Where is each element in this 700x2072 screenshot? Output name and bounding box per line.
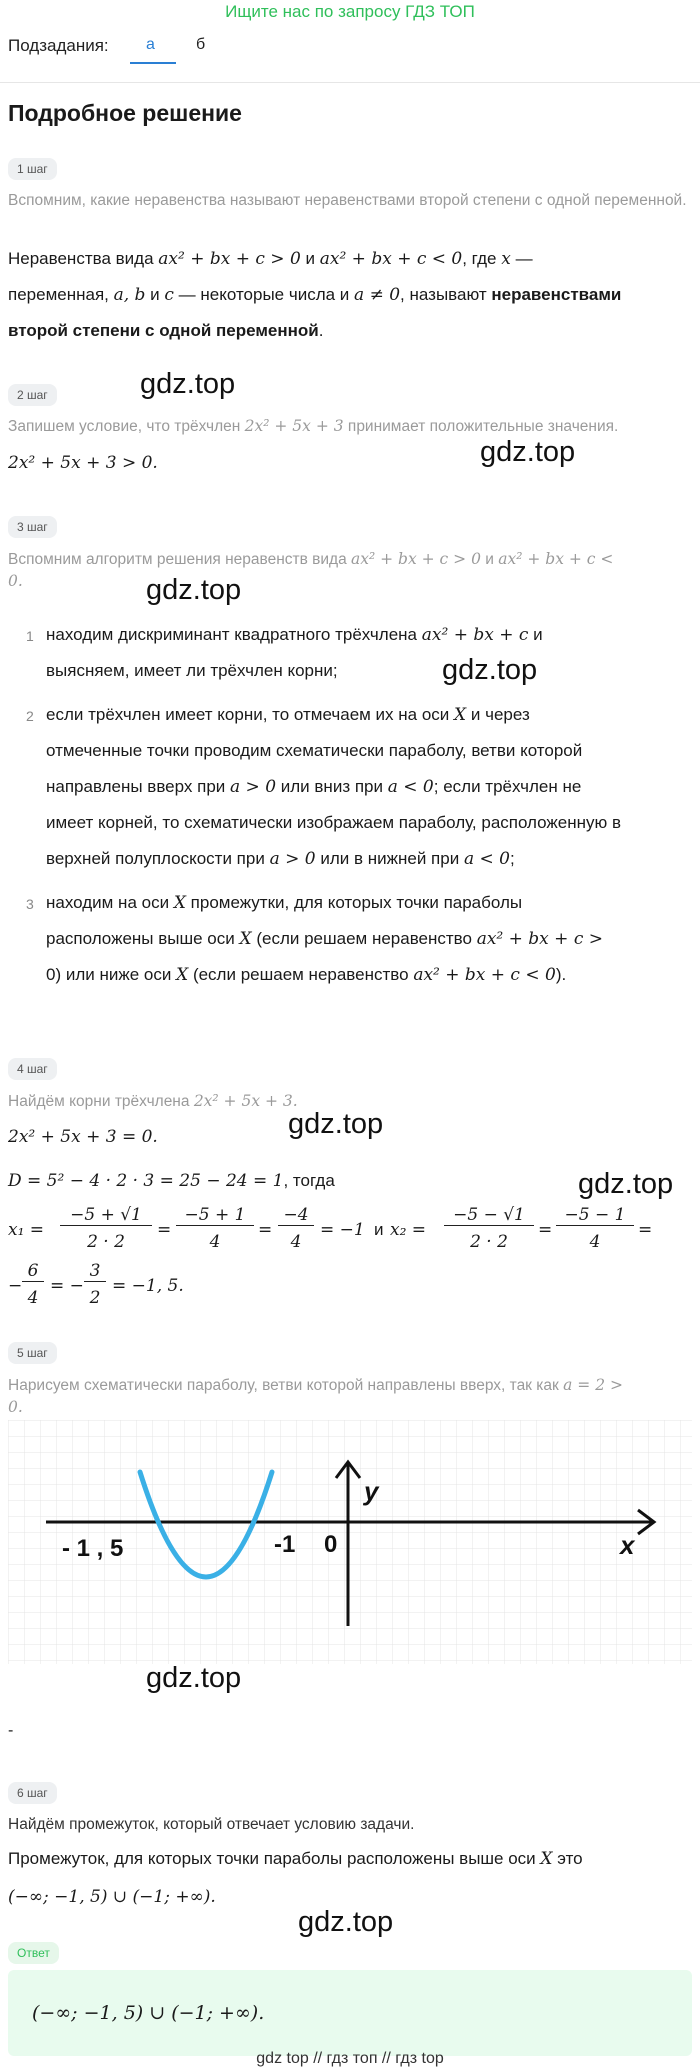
step-4-hint: Найдём корни трёхчлена 2x² + 5x + 3.	[8, 1092, 298, 1110]
step-3-badge: 3 шаг	[8, 516, 57, 538]
equals-sign: =	[638, 1220, 653, 1240]
watermark: gdz.top	[146, 574, 242, 606]
x1-frac-2-num: −5 + 1	[176, 1205, 254, 1226]
list-item-2-line-4: имеет корней, то схематически изображаем параболу, расположенную в	[46, 813, 622, 832]
step-5-hint: Нарисуем схематически параболу, ветви которой направлены вверх, так как a = 2 >	[8, 1376, 623, 1394]
step-4-equation: 2x² + 5x + 3 = 0.	[8, 1127, 158, 1147]
and-word: и	[374, 1220, 384, 1239]
minus-sign: −	[8, 1276, 23, 1296]
x2-frac-2-den: 4	[589, 1232, 601, 1252]
equals-minus: = −	[50, 1276, 84, 1296]
step-3-hint: Вспомним алгоритм решения неравенств вида ax² + bx + c > 0 и ax² + bx + c <	[8, 550, 614, 568]
promo-banner[interactable]: Ищите нас по запросу ГДЗ ТОП	[225, 2, 475, 21]
list-item-3-line-1: находим на оси X промежутки, для которых точки параболы	[46, 893, 523, 913]
watermark: gdz.top	[578, 1168, 674, 1200]
x2-frac-2-num: −5 − 1	[556, 1205, 634, 1226]
tab-a[interactable]: а	[146, 36, 155, 53]
x1-frac-3-num: −4	[278, 1205, 314, 1226]
footer-links[interactable]: gdz top // гдз топ // гдз top	[256, 2050, 444, 2067]
x1-frac-2-den: 4	[209, 1232, 221, 1252]
step-6-result: (−∞; −1, 5) ∪ (−1; +∞).	[8, 1887, 216, 1907]
x2-frac-3-num: 6	[22, 1261, 44, 1282]
x2-frac-4-den: 2	[89, 1288, 101, 1308]
equals-sign: =	[538, 1220, 553, 1240]
watermark: gdz.top	[480, 436, 576, 468]
watermark: gdz.top	[288, 1108, 384, 1140]
root-label-left: - 1 , 5	[62, 1535, 124, 1562]
active-tab-indicator	[130, 62, 176, 64]
subtasks-label: Подзадания:	[8, 36, 109, 55]
dash-line: -	[8, 1722, 14, 1739]
list-item-number: 3	[26, 896, 34, 912]
x1-result: = −1	[320, 1220, 365, 1240]
x2-frac-3-den: 4	[27, 1288, 39, 1308]
step-1-line-2: переменная, a, b и c — некоторые числа и a ≠ 0, называют неравенствами	[8, 285, 622, 305]
origin-label: 0	[324, 1531, 338, 1558]
watermark: gdz.top	[442, 654, 538, 686]
step-1-line-1: Неравенства вида ax² + bx + c > 0 и ax² + bx + c < 0, где x —	[8, 249, 533, 269]
step-2-hint: Запишем условие, что трёхчлен 2x² + 5x + 3 принимает положительные значения.	[8, 417, 619, 435]
watermark: gdz.top	[146, 1662, 242, 1694]
step-6-text: Промежуток, для которых точки параболы расположены выше оси X это	[8, 1849, 583, 1869]
x-axis-label: x	[620, 1530, 635, 1560]
step-6-hint: Найдём промежуток, который отвечает условию задачи.	[8, 1816, 415, 1833]
x2-frac-1-den: 2 · 2	[470, 1232, 508, 1252]
x1-frac-1-den: 2 · 2	[87, 1232, 125, 1252]
y-axis-label: y	[364, 1476, 379, 1506]
list-item-number: 2	[26, 708, 34, 724]
x2-frac-1-num: −5 − √1	[444, 1205, 534, 1226]
root-x2-lhs: x₂ =	[390, 1220, 427, 1240]
root-x1-lhs: x₁ =	[8, 1220, 45, 1240]
x2-frac-4-num: 3	[84, 1261, 106, 1282]
step-2-formula: 2x² + 5x + 3 > 0.	[8, 453, 158, 473]
list-item-1-line-2: выясняем, имеет ли трёхчлен корни;	[46, 661, 338, 680]
answer-value: (−∞; −1, 5) ∪ (−1; +∞).	[32, 2002, 265, 2024]
list-item-3-line-3: 0) или ниже оси X (если решаем неравенство ax² + bx + c < 0).	[46, 965, 567, 985]
step-1-badge: 1 шаг	[8, 158, 57, 180]
step-2-badge: 2 шаг	[8, 384, 57, 406]
step-6-badge: 6 шаг	[8, 1782, 57, 1804]
list-item-2-line-3: направлены вверх при a > 0 или вниз при a < 0; если трёхчлен не	[46, 777, 582, 797]
list-item-2-line-5: верхней полуплоскости при a > 0 или в нижней при a < 0;	[46, 849, 515, 869]
tab-b[interactable]: б	[196, 36, 206, 53]
step-4-discriminant: D = 5² − 4 · 2 · 3 = 25 − 24 = 1, тогда	[8, 1171, 335, 1191]
divider	[0, 82, 700, 83]
list-item-number: 1	[26, 628, 34, 644]
parabola-graph	[8, 1420, 692, 1664]
step-5-badge: 5 шаг	[8, 1342, 57, 1364]
equals-sign: =	[258, 1220, 273, 1240]
step-5-hint-end: 0.	[8, 1398, 23, 1416]
x1-frac-3-den: 4	[290, 1232, 302, 1252]
step-4-badge: 4 шаг	[8, 1058, 57, 1080]
step-3-hint-end: 0.	[8, 572, 23, 590]
x2-result: = −1, 5.	[112, 1276, 184, 1296]
list-item-2-line-2: отмеченные точки проводим схематически параболу, ветви которой	[46, 741, 583, 760]
list-item-1-line-1: находим дискриминант квадратного трёхчлена ax² + bx + c и	[46, 625, 543, 645]
answer-badge: Ответ	[8, 1942, 59, 1964]
watermark: gdz.top	[140, 368, 236, 400]
section-title: Подробное решение	[8, 100, 242, 126]
equals-sign: =	[157, 1220, 172, 1240]
watermark: gdz.top	[298, 1906, 394, 1938]
step-1-hint: Вспомним, какие неравенства называют неравенствами второй степени с одной переменной.	[8, 192, 687, 209]
list-item-2-line-1: если трёхчлен имеет корни, то отмечаем их на оси X и через	[46, 705, 530, 725]
root-label-right: -1	[274, 1531, 296, 1558]
list-item-3-line-2: расположены выше оси X (если решаем неравенство ax² + bx + c >	[46, 929, 603, 949]
x1-frac-1-num: −5 + √1	[60, 1205, 152, 1226]
step-1-line-3: второй степени с одной переменной.	[8, 321, 324, 340]
